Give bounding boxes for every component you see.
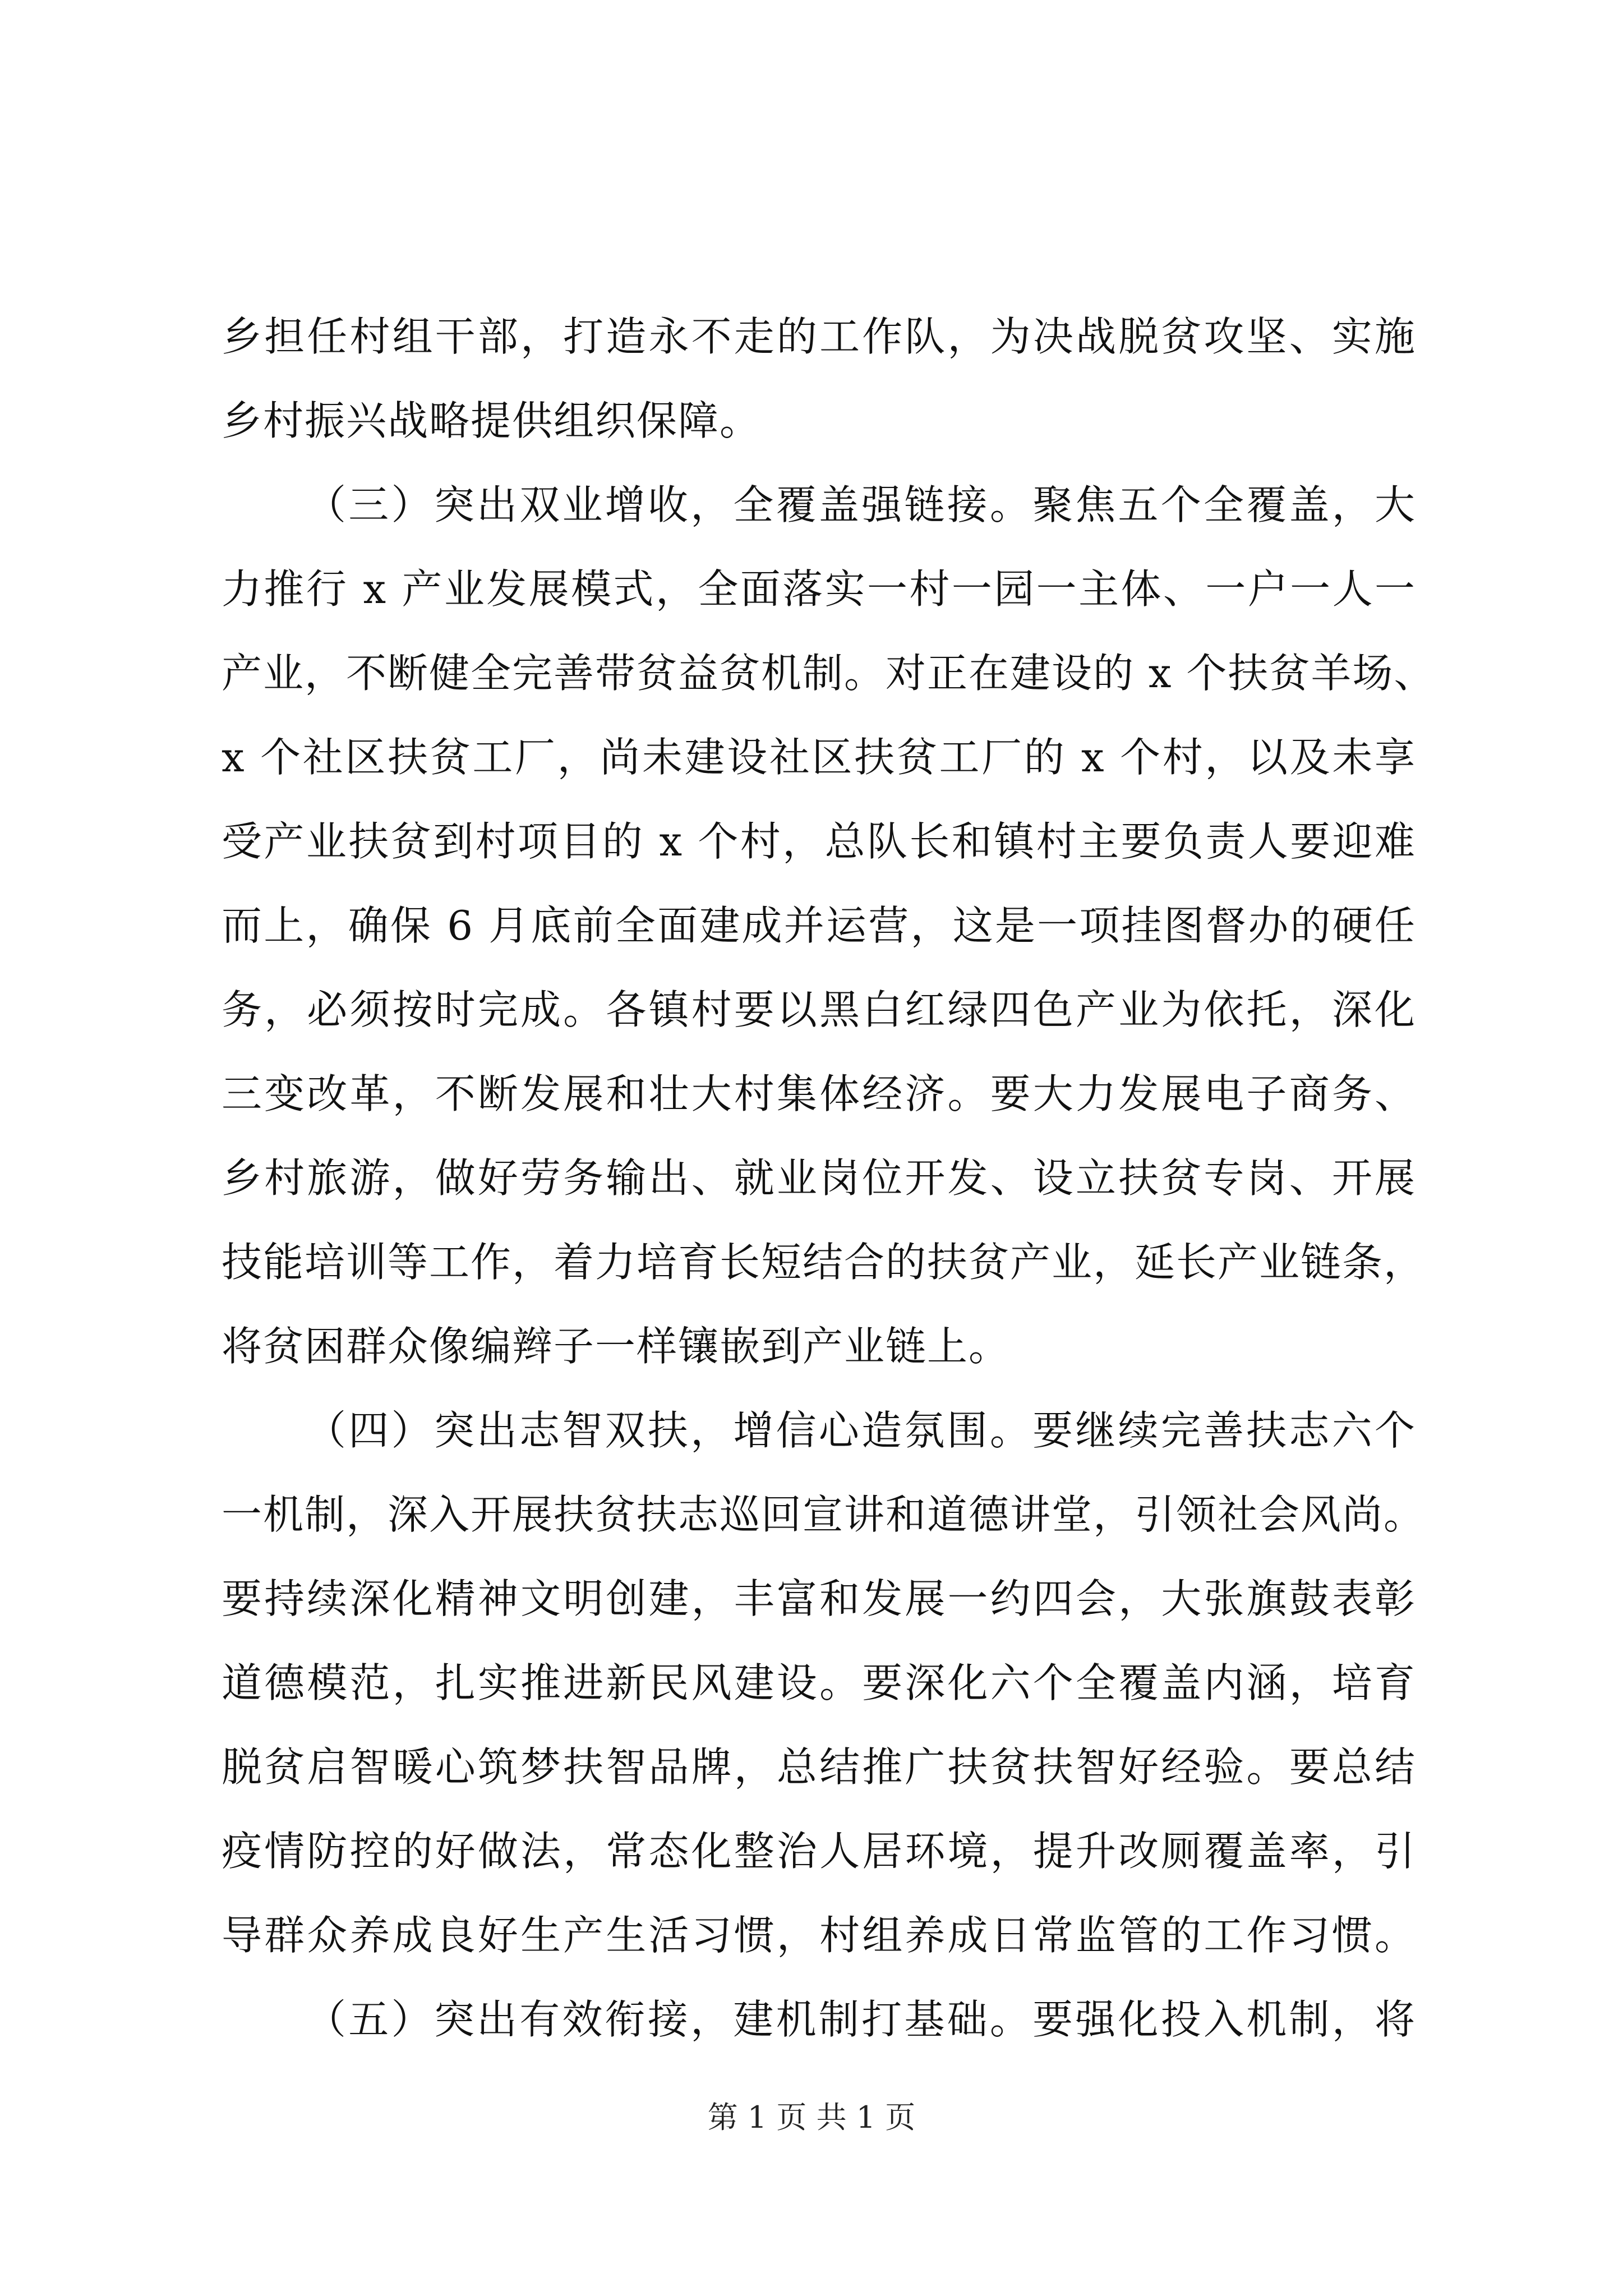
text-line: 力推行 x 产业发展模式，全面落实一村一园一主体、一户一人一 <box>222 565 1416 613</box>
text-line: 务，必须按时完成。各镇村要以黑白红绿四色产业为依托，深化 <box>222 986 1416 1033</box>
text-line: 道德模范，扎实推进新民风建设。要深化六个全覆盖内涵，培育 <box>222 1659 1416 1706</box>
text-line: 一机制，深入开展扶贫扶志巡回宣讲和道德讲堂，引领社会风尚。 <box>222 1491 1426 1538</box>
paragraph-heading-line: （三）突出双业增收，全覆盖强链接。聚焦五个全覆盖，大 <box>306 481 1416 528</box>
text-line: 技能培训等工作，着力培育长短结合的扶贫产业，延长产业链条， <box>222 1239 1426 1286</box>
page-number-label: 第 1 页 共 1 页 <box>707 2100 916 2135</box>
text-line: 而上，确保 6 月底前全面建成并运营，这是一项挂图督办的硬任 <box>222 902 1416 949</box>
text-line: 疫情防控的好做法，常态化整治人居环境，提升改厕覆盖率，引 <box>222 1828 1416 1875</box>
text-line: 导群众养成良好生产生活习惯，村组养成日常监管的工作习惯。 <box>222 1912 1416 1959</box>
text-line: 三变改革，不断发展和壮大村集体经济。要大力发展电子商务、 <box>222 1070 1416 1117</box>
text-line: x 个社区扶贫工厂，尚未建设社区扶贫工厂的 x 个村，以及未享 <box>222 734 1416 781</box>
paragraph-heading-line: （四）突出志智双扶，增信心造氛围。要继续完善扶志六个 <box>306 1407 1416 1454</box>
text-line: 乡担任村组干部，打造永不走的工作队，为决战脱贫攻坚、实施 <box>222 313 1416 360</box>
text-line: 乡村振兴战略提供组织保障。 <box>222 397 762 444</box>
text-line: 要持续深化精神文明创建，丰富和发展一约四会，大张旗鼓表彰 <box>222 1575 1416 1622</box>
text-line: 受产业扶贫到村项目的 x 个村，总队长和镇村主要负责人要迎难 <box>222 818 1416 865</box>
text-line: 将贫困群众像编辫子一样镶嵌到产业链上。 <box>222 1323 1011 1370</box>
document-body <box>222 295 1436 2062</box>
text-line: 脱贫启智暖心筑梦扶智品牌，总结推广扶贫扶智好经验。要总结 <box>222 1743 1416 1791</box>
text-line: 乡村旅游，做好劳务输出、就业岗位开发、设立扶贫专岗、开展 <box>222 1154 1416 1202</box>
page-footer <box>0 2095 1623 2140</box>
text-line: 产业，不断健全完善带贫益贫机制。对正在建设的 x 个扶贫羊场、 <box>222 650 1436 697</box>
paragraph-heading-line: （五）突出有效衔接，建机制打基础。要强化投入机制，将 <box>306 1996 1416 2043</box>
